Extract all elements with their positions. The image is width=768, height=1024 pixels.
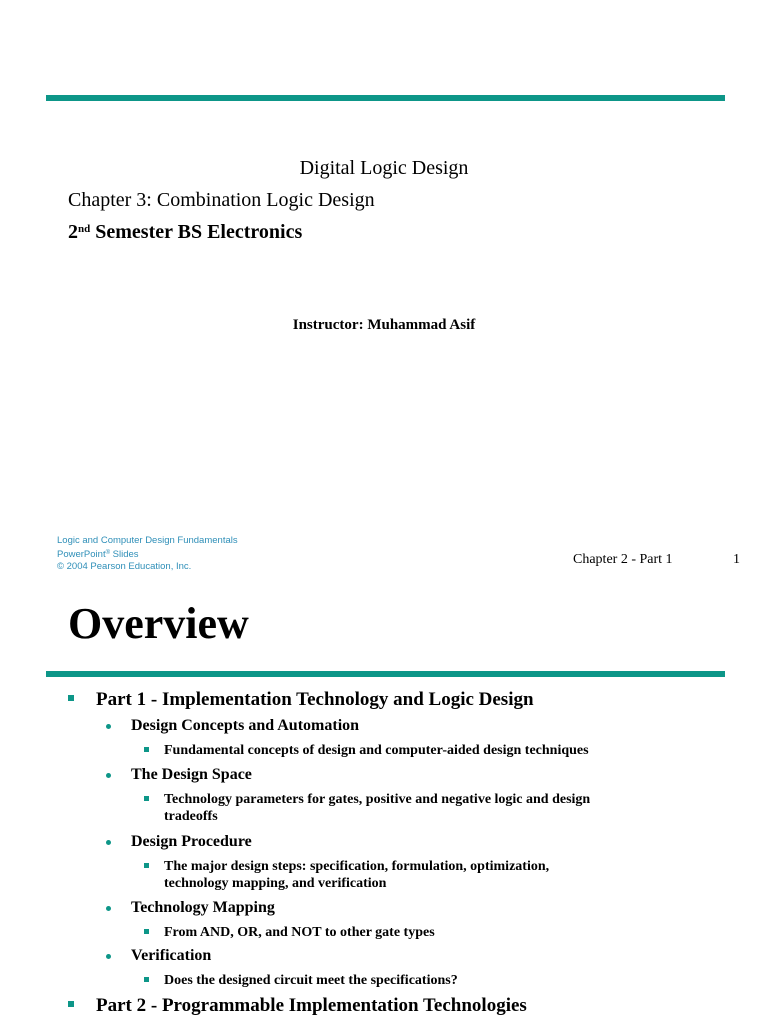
list-item-label: Technology Mapping <box>131 899 275 916</box>
instructor-line: Instructor: Muhammad Asif <box>292 317 476 333</box>
part2-label: Part 2 - Programmable Implementation Technologies <box>96 995 527 1016</box>
credit-powerpoint: PowerPoint <box>57 549 106 560</box>
overview-title: Overview <box>68 599 249 648</box>
sub-item-line: The major design steps: specification, formulation, optimization, <box>164 859 550 874</box>
square-bullet-icon <box>68 695 74 701</box>
registered-mark: ® <box>105 550 111 556</box>
list-item-label: Verification <box>131 947 212 964</box>
list-item-label: Design Concepts and Automation <box>131 717 360 734</box>
credit-line-2 <box>57 547 238 561</box>
top-divider <box>46 95 725 101</box>
credit-line-1: Logic and Computer Design Fundamentals <box>57 535 238 546</box>
list-item-label: Design Procedure <box>131 833 252 850</box>
semester-text: Semester BS Electronics <box>90 221 303 243</box>
sub-item-line: Technology parameters for gates, positive and negative logic and design <box>164 792 591 807</box>
sub-item-line: technology mapping, and verification <box>164 876 387 891</box>
sub-item-line: tradeoffs <box>164 809 218 824</box>
part1-label: Part 1 - Implementation Technology and Logic Design <box>96 689 534 710</box>
slide-footer: Chapter 2 - Part 1 <box>573 552 673 567</box>
square-bullet-icon <box>144 929 149 934</box>
square-bullet-icon <box>144 863 149 868</box>
chapter-heading: Chapter 3: Combination Logic Design <box>68 189 375 211</box>
square-bullet-icon <box>144 747 149 752</box>
semester-heading <box>68 221 302 244</box>
square-bullet-icon <box>68 1001 74 1007</box>
list-item-label: The Design Space <box>131 766 252 783</box>
square-bullet-icon <box>144 796 149 801</box>
credit-line-3: © 2004 Pearson Education, Inc. <box>57 561 192 572</box>
semester-suffix: nd <box>78 223 91 235</box>
square-bullet-icon <box>144 977 149 982</box>
dot-bullet-icon <box>106 954 111 959</box>
sub-item-text: From AND, OR, and NOT to other gate types <box>164 925 435 940</box>
dot-bullet-icon <box>106 773 111 778</box>
overview-divider <box>46 671 725 677</box>
slide-title: Digital Logic Design <box>299 157 469 179</box>
dot-bullet-icon <box>106 840 111 845</box>
page-number: 1 <box>733 552 740 567</box>
credit-slides: Slides <box>110 549 139 560</box>
sub-item-text: Does the designed circuit meet the specifications? <box>164 973 458 988</box>
dot-bullet-icon <box>106 724 111 729</box>
publisher-credit <box>57 535 238 573</box>
sub-item-text: Fundamental concepts of design and computer-aided design techniques <box>164 743 589 758</box>
sub-item-text <box>164 791 590 825</box>
sub-item-text <box>164 858 549 892</box>
semester-number: 2 <box>68 221 78 243</box>
dot-bullet-icon <box>106 906 111 911</box>
